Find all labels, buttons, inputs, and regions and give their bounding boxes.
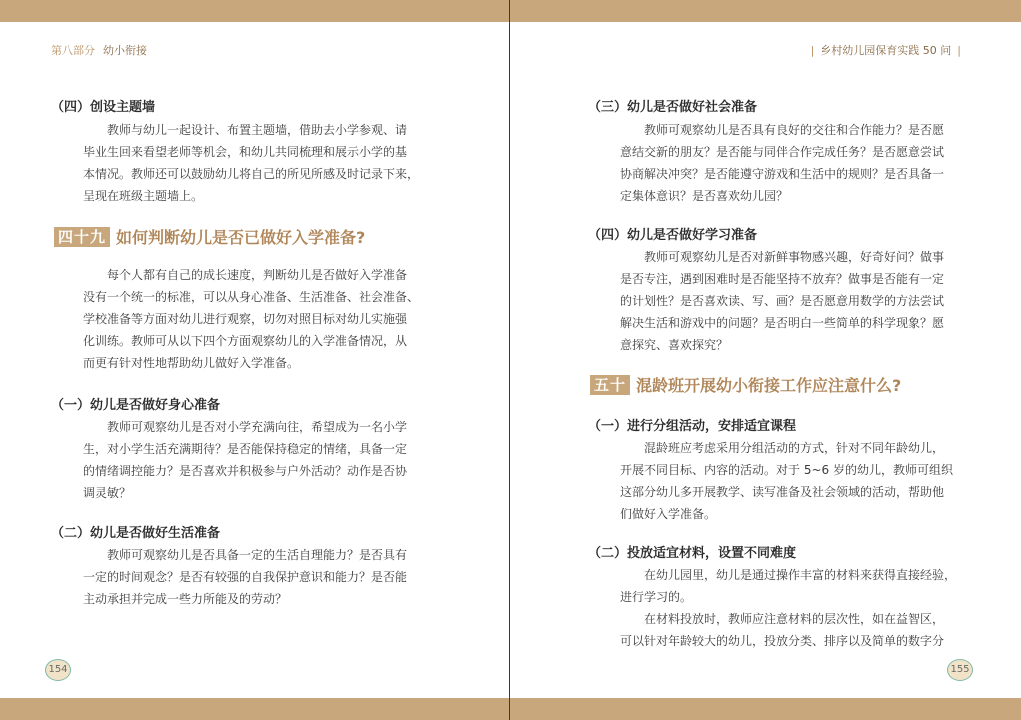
text-line: 生，对小学生活充满期待？是否能保持稳定的情绪，具备一定 bbox=[83, 442, 408, 456]
subheading-group-activities: （一）进行分组活动，安排适宜课程 bbox=[588, 419, 797, 434]
text-line: 在幼儿园里，幼儿是通过操作丰富的材料来获得直接经验， bbox=[644, 568, 957, 582]
text-line: 意结交新的朋友？是否能与同伴合作完成任务？是否愿意尝试 bbox=[620, 145, 945, 159]
paragraph-life-readiness bbox=[83, 544, 407, 610]
book-title-label: 乡村幼儿园保育实践 50 问 bbox=[820, 44, 952, 57]
paragraph-group-activities bbox=[620, 437, 953, 525]
text-line: 可以针对年龄较大的幼儿，投放分类、排序以及简单的数字分 bbox=[620, 634, 945, 648]
left-page-number bbox=[45, 659, 71, 681]
right-page bbox=[510, 22, 1019, 698]
text-line: 一定的时间观念？是否有较强的自我保护意识和能力？是否能 bbox=[83, 570, 408, 584]
question-title-text: 混龄班开展幼小衔接工作应注意什么? bbox=[636, 376, 902, 395]
text-line: 每个人都有自己的成长速度，判断幼儿是否做好入学准备 bbox=[107, 268, 408, 282]
text-line: 主动承担并完成一些力所能及的劳动？ bbox=[83, 592, 288, 606]
text-line: 进行学习的。 bbox=[620, 590, 693, 604]
left-running-header bbox=[51, 42, 147, 58]
text-line: 毕业生回来看望老师等机会，和幼儿共同梳理和展示小学的基 bbox=[83, 145, 408, 159]
question-title-text: 如何判断幼儿是否已做好入学准备? bbox=[116, 228, 366, 247]
header-divider: | bbox=[810, 44, 815, 57]
text-line: 化训练。教师可从以下四个方面观察幼儿的入学准备情况，从 bbox=[83, 334, 408, 348]
section-label: 幼小衔接 bbox=[103, 44, 147, 57]
text-line: 而更有针对性地帮助幼儿做好入学准备。 bbox=[83, 356, 300, 370]
right-running-header bbox=[805, 42, 967, 58]
part-label: 第八部分 bbox=[51, 44, 95, 57]
text-line: 定集体意识？是否喜欢幼儿园？ bbox=[620, 189, 789, 203]
text-line: 这部分幼儿多开展教学、读写准备及社会领域的活动，帮助他 bbox=[620, 485, 945, 499]
text-line: 教师可观察幼儿是否具备一定的生活自理能力？是否具有 bbox=[107, 548, 408, 562]
subheading-theme-wall: （四）创设主题墙 bbox=[51, 100, 156, 115]
question-number-badge: 五十 bbox=[590, 375, 630, 395]
subheading-social-readiness: （三）幼儿是否做好社会准备 bbox=[588, 100, 758, 115]
text-line: 的计划性？是否喜欢读、写、画？是否愿意用数学的方法尝试 bbox=[620, 294, 945, 308]
right-page-number bbox=[947, 659, 973, 681]
question-number-badge: 四十九 bbox=[54, 227, 110, 247]
text-line: 在材料投放时，教师应注意材料的层次性，如在益智区， bbox=[644, 612, 945, 626]
text-line: 的情绪调控能力？是否喜欢并积极参与户外活动？动作是否协 bbox=[83, 464, 408, 478]
text-line: 协商解决冲突？是否能遵守游戏和生活中的规则？是否具备一 bbox=[620, 167, 945, 181]
text-line: 们做好入学准备。 bbox=[620, 507, 717, 521]
text-line: 教师可观察幼儿是否对新鲜事物感兴趣，好奇好问？做事 bbox=[644, 250, 945, 264]
paragraph-social-readiness bbox=[620, 119, 944, 207]
page-number-text: 155 bbox=[950, 664, 970, 675]
text-line: 本情况。教师还可以鼓励幼儿将自己的所见所感及时记录下来， bbox=[83, 167, 420, 181]
text-line: 开展不同目标、内容的活动。对于 5~6 岁的幼儿，教师可组织 bbox=[620, 463, 953, 477]
text-line: 教师可观察幼儿是否具有良好的交往和合作能力？是否愿 bbox=[644, 123, 945, 137]
text-line: 是否专注，遇到困难时是否能坚持不放弃？做事是否能有一定 bbox=[620, 272, 945, 286]
paragraph-physical-readiness bbox=[83, 416, 407, 504]
subheading-physical-readiness: （一）幼儿是否做好身心准备 bbox=[51, 398, 221, 413]
top-band bbox=[0, 0, 1021, 22]
text-line: 混龄班应考虑采用分组活动的方式，针对不同年龄幼儿， bbox=[644, 441, 945, 455]
subheading-materials: （二）投放适宜材料，设置不同难度 bbox=[588, 546, 797, 561]
question-49-title bbox=[54, 225, 365, 247]
header-divider: | bbox=[957, 44, 961, 57]
subheading-life-readiness: （二）幼儿是否做好生活准备 bbox=[51, 526, 221, 541]
paragraph-intro bbox=[83, 264, 419, 374]
bottom-band bbox=[0, 698, 1021, 720]
paragraph-materials bbox=[620, 564, 956, 652]
left-page bbox=[0, 22, 509, 698]
text-line: 学校准备等方面对幼儿进行观察，切勿对照目标对幼儿实施强 bbox=[83, 312, 408, 326]
subheading-learning-readiness: （四）幼儿是否做好学习准备 bbox=[588, 228, 758, 243]
text-line: 教师与幼儿一起设计、布置主题墙，借助去小学参观、请 bbox=[107, 123, 408, 137]
text-line: 意探究、喜欢探究？ bbox=[620, 338, 729, 352]
text-line: 教师可观察幼儿是否对小学充满向往，希望成为一名小学 bbox=[107, 420, 408, 434]
question-50-title bbox=[590, 373, 901, 395]
paragraph-learning-readiness bbox=[620, 246, 944, 356]
text-line: 没有一个统一的标准，可以从身心准备、生活准备、社会准备、 bbox=[83, 290, 420, 304]
page-number-text: 154 bbox=[48, 664, 68, 675]
text-line: 调灵敏？ bbox=[83, 486, 132, 500]
paragraph-theme-wall bbox=[83, 119, 419, 207]
text-line: 呈现在班级主题墙上。 bbox=[83, 189, 204, 203]
text-line: 解决生活和游戏中的问题？是否明白一些简单的科学现象？愿 bbox=[620, 316, 945, 330]
